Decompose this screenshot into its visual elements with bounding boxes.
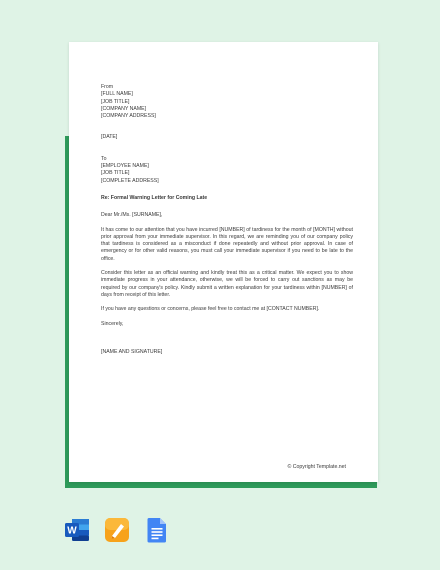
sender-company-name: [COMPANY NAME] [101, 105, 147, 112]
letter-subject: Re: Formal Warning Letter for Coming Late [101, 194, 208, 201]
letter-date: [DATE] [101, 134, 118, 141]
from-label: From [101, 84, 114, 90]
recipient-job-title: [JOB TITLE] [101, 170, 130, 177]
sender-full-name: [FULL NAME] [101, 91, 133, 98]
sender-company-address: [COMPANY ADDRESS] [101, 113, 156, 120]
letter-body [101, 84, 353, 356]
paragraph-1: It has come to our attention that you have incurred [NUMBER] of tardiness for the month of [MONTH] without prior approval from your immediate supervisor. In this regard, we are reminding you of our company policy that tardiness is considered as a misconduct if done repeatedly and without prior approval. In case of emergency or for other valid reasons, you must call your immediate supervisor if you need to be late to the office. [101, 226, 353, 262]
salutation: Dear Mr./Ms. [SURNAME], [101, 212, 163, 219]
recipient-address: [COMPLETE ADDRESS] [101, 177, 159, 184]
to-label: To [101, 155, 107, 162]
paragraph-3: If you have any questions or concerns, please feel free to contact me at [CONTACT NUMBER]. [101, 306, 320, 313]
recipient-employee-name: [EMPLOYEE NAME] [101, 163, 149, 170]
google-docs-icon[interactable] [144, 517, 170, 543]
copyright-text: © Copyright Template.net [287, 464, 346, 470]
signature: [NAME AND SIGNATURE] [101, 348, 163, 355]
letter-page [69, 42, 378, 482]
word-icon-letter: W [67, 525, 77, 537]
app-icons-row [64, 517, 184, 543]
word-icon[interactable] [64, 517, 90, 543]
sender-job-title: [JOB TITLE] [101, 98, 130, 105]
closing: Sincerely, [101, 320, 124, 327]
paragraph-2: Consider this letter as an official warning and kindly treat this as a critical matter. We expect you to show immediate progress in your attendance, otherwise, we will be forced to carry out sanctions as may be required by our company's policy. Kindly submit a written explanation for your tardiness within [NUMBER] of days from receipt of this letter. [101, 270, 353, 298]
pages-icon[interactable] [104, 517, 130, 543]
